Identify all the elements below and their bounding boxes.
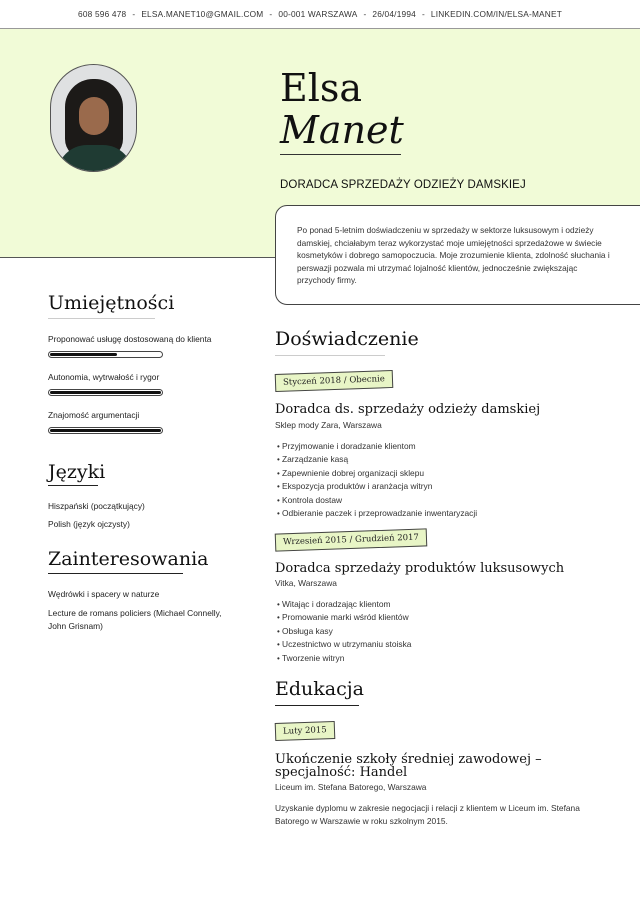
name-divider <box>280 154 401 155</box>
interests-heading: Zainteresowania <box>48 548 209 570</box>
education-divider <box>275 705 359 706</box>
language-item: Hiszpański (początkujący) <box>48 501 145 511</box>
skills-heading: Umiejętności <box>48 292 175 314</box>
skill-label: Znajomość argumentacji <box>48 410 140 420</box>
languages-divider <box>48 485 98 486</box>
experience-heading: Doświadczenie <box>275 328 419 350</box>
job-bullets <box>277 598 411 665</box>
job-bullets <box>277 440 477 520</box>
education-heading: Edukacja <box>275 678 364 700</box>
education-description: Uzyskanie dyplomu w zakresie negocjacji i relacji z klientem w Liceum im. Stefana Batorego w Warszawie w roku szkolnym 2015. <box>275 803 580 826</box>
school: Liceum im. Stefana Batorego, Warszawa <box>275 782 427 792</box>
bullet-item: • Promowanie marki wśród klientów <box>277 611 411 624</box>
skill-label: Proponować usługę dostosowaną do klienta <box>48 334 212 344</box>
skills-divider <box>48 318 155 319</box>
first-name: Elsa <box>280 66 363 110</box>
skill-bar <box>48 427 163 434</box>
bullet-item: • Odbieranie paczek i przeprowadzanie inwentaryzacji <box>277 507 477 520</box>
date-tag: Styczeń 2018 / Obecnie <box>275 370 393 392</box>
bullet-item: • Zapewnienie dobrej organizacji sklepu <box>277 467 477 480</box>
skill-bar-fill <box>50 353 117 356</box>
skill-label: Autonomia, wytrwałość i rygor <box>48 372 160 382</box>
birthdate: 26/04/1994 <box>372 9 416 19</box>
phone: 608 596 478 <box>78 9 127 19</box>
contact-bar: 608 596 478 - ELSA.MANET10@GMAIL.COM - 00-001 WARSZAWA - 26/04/1994 - LINKEDIN.COM/IN/ELSA-MANET <box>0 0 640 29</box>
bullet-item: • Ekspozycja produktów i aranżacja witryn <box>277 480 477 493</box>
skill-bar-fill <box>50 391 161 394</box>
education-title: Ukończenie szkoły średniej zawodowej – specjalność: Handel <box>275 752 542 780</box>
skill-bar <box>48 351 163 358</box>
linkedin-link[interactable]: LINKEDIN.COM/IN/ELSA-MANET <box>430 9 562 19</box>
bullet-item: • Obsługa kasy <box>277 625 411 638</box>
experience-divider <box>275 355 385 356</box>
interest-item: Wędrówki i spacery w naturze <box>48 589 160 599</box>
company: Sklep mody Zara, Warszawa <box>275 420 382 430</box>
summary-box: Po ponad 5-letnim doświadczeniu w sprzedaży w sektorze luksusowym i odzieży damskiej, chciałabym teraz wykorzystać moje umiejętności sprzedażowe w świecie kosmetyków i dobrego samopoczucia. Moje zrozumienie klienta, zdolność słuchania i perswazji pozwala mi utrzymać lojalność klientów, jednocześnie zwiększając przychody firmy. <box>275 205 640 305</box>
interest-item: Lecture de romans policiers (Michael Connelly, John Grisnam) <box>48 608 222 631</box>
company: Vitka, Warszawa <box>275 578 337 588</box>
job-title: DORADCA SPRZEDAŻY ODZIEŻY DAMSKIEJ <box>280 179 526 191</box>
interests-divider <box>48 573 183 574</box>
languages-heading: Języki <box>48 461 106 483</box>
job-title: Doradca ds. sprzedaży odzieży damskiej <box>275 402 541 417</box>
email[interactable]: ELSA.MANET10@GMAIL.COM <box>141 9 264 19</box>
skill-bar-fill <box>50 429 161 432</box>
bullet-item: • Tworzenie witryn <box>277 652 411 665</box>
bullet-item: • Uczestnictwo w utrzymaniu stoiska <box>277 638 411 651</box>
bullet-item: • Kontrola dostaw <box>277 494 477 507</box>
bullet-item: • Witając i doradzając klientom <box>277 598 411 611</box>
bullet-item: • Przyjmowanie i doradzanie klientom <box>277 440 477 453</box>
profile-photo <box>50 64 137 172</box>
bullet-item: • Zarządzanie kasą <box>277 453 477 466</box>
skill-bar <box>48 389 163 396</box>
language-item: Polish (język ojczysty) <box>48 519 130 529</box>
address: 00-001 WARSZAWA <box>278 9 358 19</box>
job-title: Doradca sprzedaży produktów luksusowych <box>275 561 565 576</box>
date-tag: Wrzesień 2015 / Grudzień 2017 <box>275 528 427 551</box>
last-name: Manet <box>280 108 404 152</box>
date-tag: Luty 2015 <box>275 721 335 741</box>
